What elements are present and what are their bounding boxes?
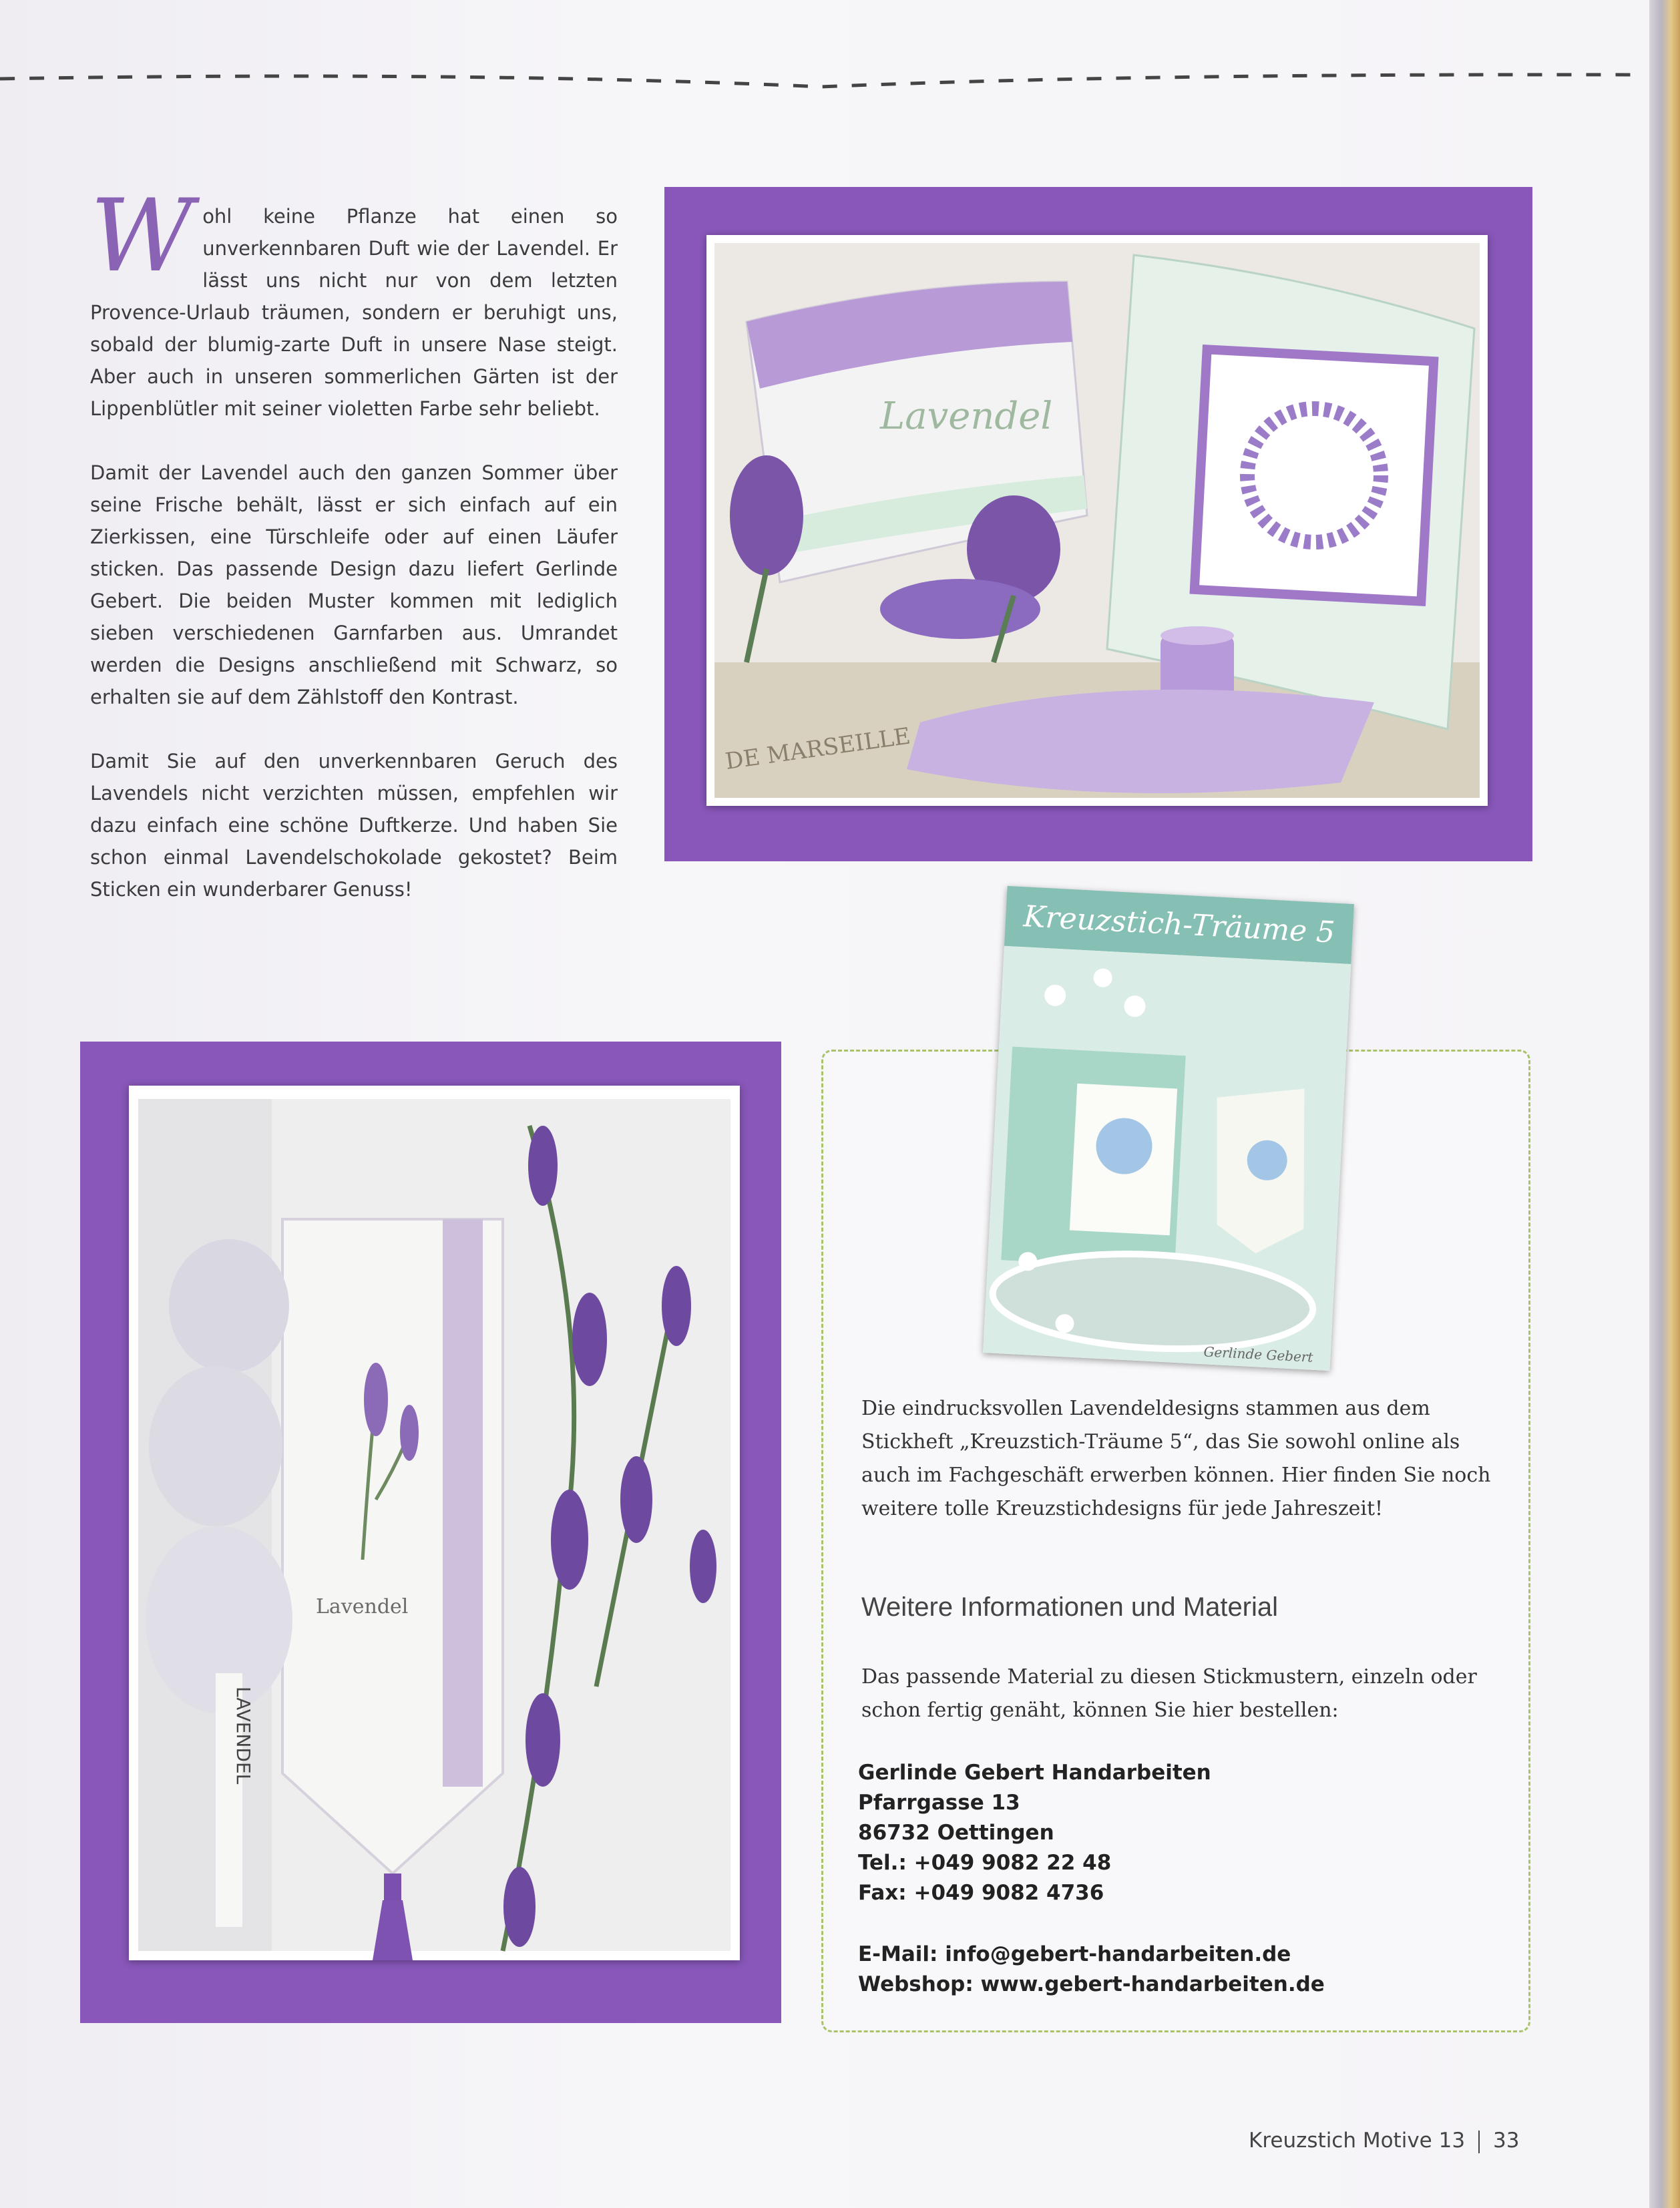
booklet-cover [983,886,1354,1371]
photo-pillows [706,235,1488,806]
info-heading: Weitere Informationen und Material [861,1592,1279,1622]
email-link[interactable]: E-Mail: info@gebert-handarbeiten.de [858,1942,1291,1966]
page-number: 33 [1493,2129,1520,2153]
intro-paragraph-1: Wohl keine Pflanze hat einen so unverkennbaren Duft wie der Lavendel. Er lässt uns nicht nur von dem letzten Provence-Urlaub träumen, sondern er beruhigt uns, sobald der blumig-zarte Duft in unsere Nase steigt. Aber auch in unseren sommerlichen Gärten ist der Lippenblütler mit seiner violetten Farbe sehr beliebt. [90,178,618,420]
runner-illustration [129,1086,740,1960]
booklet-illustration [983,946,1351,1371]
marseille-stamp-text: DE MARSEILLE [723,722,912,775]
footer-separator [1478,2131,1480,2153]
fax: Fax: +049 9082 4736 [858,1881,1104,1905]
order-text: Das passende Material zu diesen Stickmustern, einzeln oder schon fertig genäht, können Sie hier bestellen: [861,1665,1477,1722]
booklet-title: Kreuzstich-Träume 5 [1004,886,1354,964]
info-description: Die eindrucksvollen Lavendeldesigns stammen aus dem Stickheft „Kreuzstich-Träume 5“, das Sie sowohl online als auch im Fachgeschäft erwerben können. Hier finden Sie noch weitere tolle Kreuzstichdesigns für jede Jahreszeit! [861,1397,1491,1520]
drop-cap: W [90,178,194,294]
page-spine [1649,0,1680,2208]
photo-runner [129,1086,740,1960]
stitch-line [0,67,1643,93]
phone: Tel.: +049 9082 22 48 [858,1851,1112,1875]
street: Pfarrgasse 13 [858,1791,1020,1815]
pillows-illustration [706,235,1488,806]
city: 86732 Oettingen [858,1821,1054,1845]
runner-label: Lavendel [316,1595,409,1618]
intro-paragraph-3: Damit Sie auf den unverkennbaren Geruch des Lavendels nicht verzichten müssen, empfehlen wir dazu einfach eine schöne Duftkerze. Und haben Sie schon einmal Lavendelschokolade gekostet? Beim Sticken ein wunderbarer Genuss! [90,750,618,901]
intro-text [90,178,618,937]
contact-online [858,1940,1325,2000]
contact-address [858,1758,1211,1908]
webshop-link[interactable]: Webshop: www.gebert-handarbeiten.de [858,1972,1325,1996]
company-name: Gerlinde Gebert Handarbeiten [858,1761,1211,1785]
magazine-name: Kreuzstich Motive 13 [1249,2129,1466,2153]
pillow-label: Lavendel [880,395,1053,438]
ribbon-text: LAVENDEL [232,1687,254,1785]
page-footer [1249,2129,1520,2153]
intro-paragraph-2: Damit der Lavendel auch den ganzen Sommer über seine Frische behält, lässt er sich einfach auf ein Zierkissen, eine Türschleife oder auf einen Läufer sticken. Das passende Design dazu liefert Gerlinde Gebert. Die beiden Muster kommen mit lediglich sieben verschiedenen Garnfarben aus. Umrandet werden die Designs anschließend mit Schwarz, so erhalten sie auf dem Zählstoff den Kontrast. [90,461,618,708]
booklet-signature: Gerlinde Gebert [1203,1343,1314,1365]
